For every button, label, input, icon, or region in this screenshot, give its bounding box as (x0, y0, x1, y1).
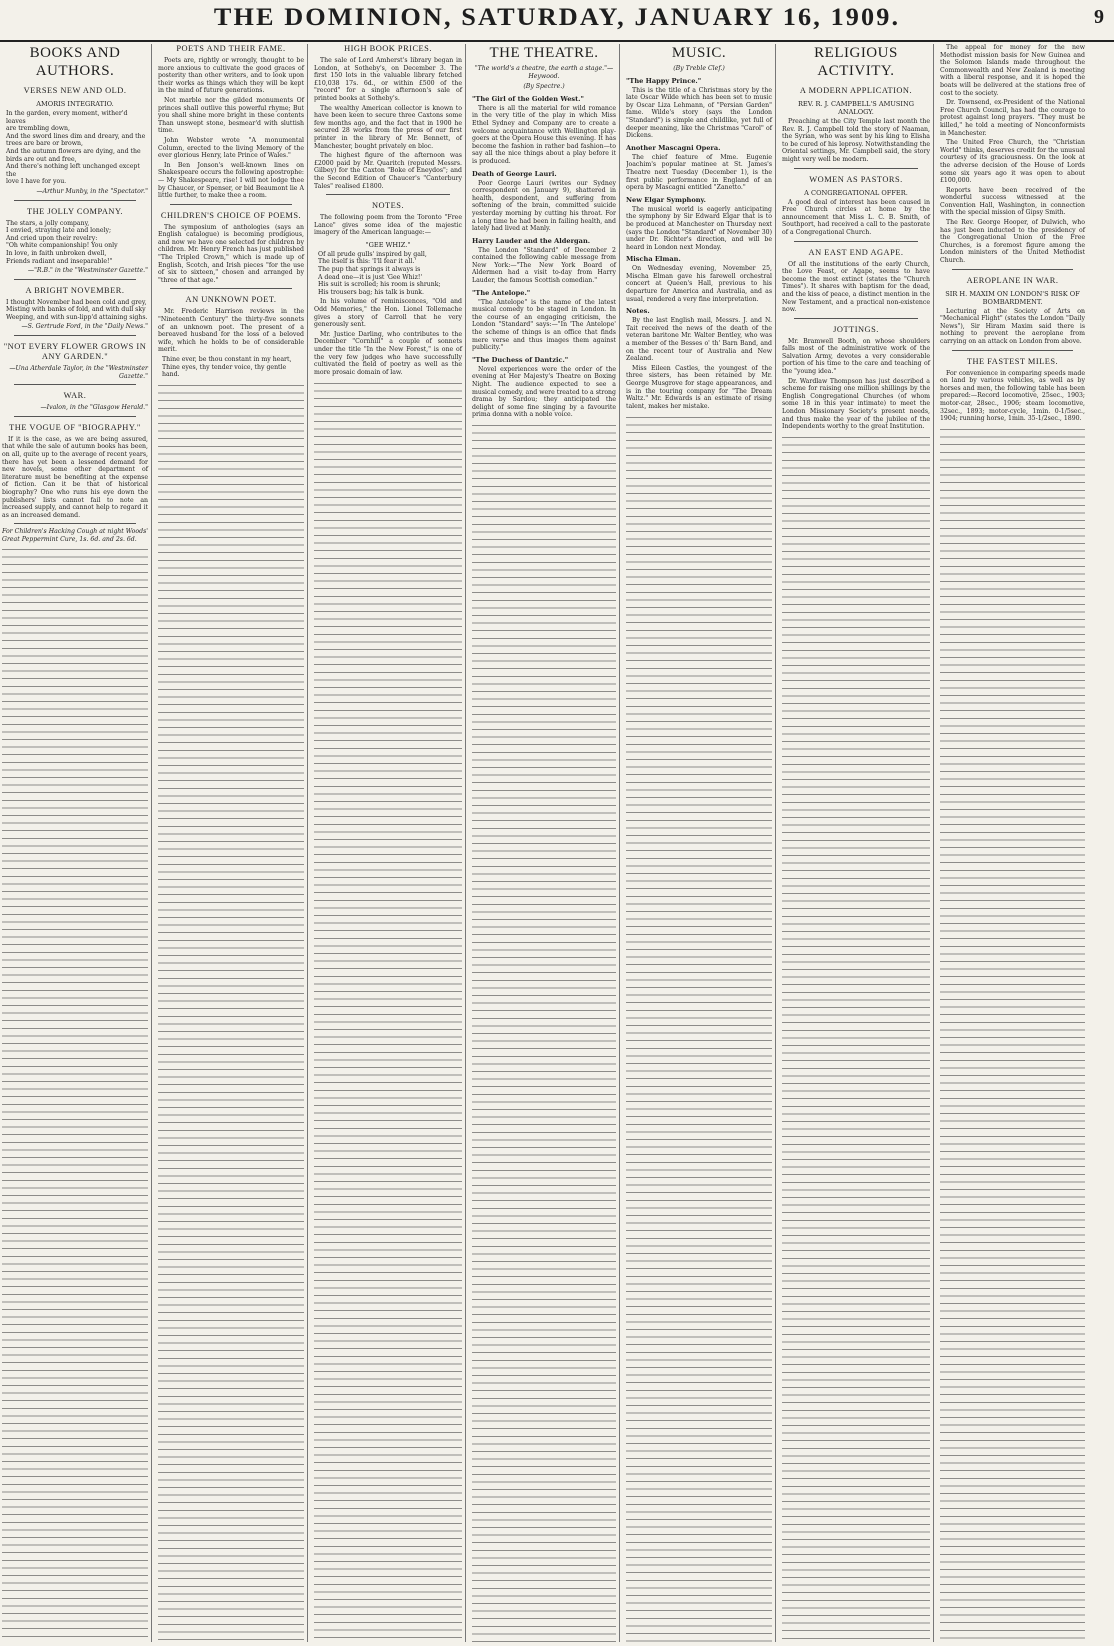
article-text: Lecturing at the Society of Arts on "Mechanical Flight" (states the London "Daily News"), Sir Hiram Maxim said there is nothing to prevent the aeroplane from carrying on an attack on London from above. (940, 307, 1085, 345)
byline: (By Treble Clef.) (673, 65, 725, 72)
article-text: The chief feature of Mme. Eugenie Joachim's popular matinee at St. James's Theatre next Tuesday (December 1), is the first public performance in England of an opera by Mascagni entitled "Zanetto." (626, 153, 772, 192)
divider (326, 194, 450, 195)
article-text: This is the title of a Christmas story by the late Oscar Wilde which has been set to music by Oscar Liza Lehmann, of "Persian Garden" fame. Wilde's story (says the London "Standard") is simple and childlike, yet full of deeper meaning, like the Christmas "Carol" of Dickens. (626, 86, 772, 140)
text-filler (626, 417, 772, 1642)
article-text: Poets are, rightly or wrongly, thought to be more anxious to cultivate the good graces of posterity than other writers, and to look upon their works as things which they will be kept in the mind of future generations. (158, 57, 304, 95)
article-text: Preaching at the City Temple last month the Rev. R. J. Campbell told the story of Naaman, the Syrian, who was sent by his king to Elisha to be cured of his leprosy. Notwithstanding the Oriental settings, Mr. Campbell said, the story might very well be modern. (782, 118, 930, 163)
article-text: The appeal for money for the new Methodist mission basis for New Guinea and the Solomon Islands made throughout the Commonwealth and New Zealand is meeting with a liberal response, and it is hoped the boats will be delivered at the stations free of cost to the society. (940, 44, 1085, 97)
masthead (0, 0, 1114, 42)
text-filler (2, 549, 148, 1642)
article-title: THE FASTEST MILES. (966, 356, 1059, 366)
article-title: "The Happy Prince." (626, 76, 702, 85)
poem-title: WAR. (63, 391, 87, 401)
divider (14, 279, 136, 280)
divider (170, 288, 292, 289)
poem-text: Of all prude gulls' inspired by gall, The itself is this: 'I'll fear it all.' The pup that springs it always is A dead one—it is just 'Gee Whiz!' His suit is scrolled; his room is shrunk; His trousers bag; his talk is bunk. (318, 250, 441, 296)
divider (952, 269, 1073, 270)
column-high-book-prices (314, 44, 466, 1642)
section-heading: RELIGIOUS ACTIVITY. (814, 45, 898, 79)
article-title: Mischa Elman. (626, 255, 681, 264)
divider (14, 335, 136, 336)
article-text: If it is the case, as we are being assured, that while the sale of autumn books has been, on all, quite up to the average of recent years, there has yet been a lessened demand for new novels, some other department of literature must be benefiting at the expense of fiction. Can it be that of historical biography? One who runs his eye down the publishers' lists cannot fail to note an increased supply, and cannot help to regard it as an increased demand. (2, 435, 148, 519)
article-text: Mr. Justice Darling, who contributes to the December "Cornhill" a couple of sonnets under the title "In the New Forest," is one of the very few judges who have successfully cultivated the field of poetry as well as the more prosaic domain of law. (314, 330, 462, 376)
divider (14, 523, 136, 524)
article-title: POETS AND THEIR FAME. (176, 44, 286, 53)
divider (952, 350, 1073, 351)
article-text: The sale of Lord Amherst's library began in London, at Sotheby's, on December 3. The first 150 lots in the valuable library fetched £10,038 17s. 6d., or within £500 of the "record" for a single afternoon's sale of printed books at Sotheby's. (314, 57, 462, 102)
article-title: "The Duchess of Dantzic." (472, 355, 569, 364)
poem-title: "GEE WHIZ." (365, 240, 411, 249)
article-text: In Ben Jonson's well-known lines on Shakespeare occurs the following apostrophe:— My Shakespeare, rise! I will not lodge thee by Chaucer, or Spenser, or bid Beaumont lie A little further, to make thee a room. (158, 161, 304, 200)
column-religious-activity (782, 44, 934, 1642)
article-text: The Rev. George Hooper, of Dulwich, who has just been inducted to the presidency of the Congregational Union of the Free Churches, is a foremost figure among the London ministers of the United Methodist Church. (940, 219, 1085, 265)
article-text: The London "Standard" of December 2 contained the following cable message from New York:—"The New York Board of Aldermen had a visit to-day from Harry Lauder, the famous Scottish comedian." (472, 246, 616, 285)
column-music (626, 44, 776, 1642)
section-heading: MUSIC. (671, 45, 727, 61)
text-filler (158, 385, 304, 1642)
article-title: "The Antelope." (472, 288, 531, 297)
article-text: By the last English mail, Messrs. J. and N. Tait received the news of the death of the veteran baritone Mr. Walter Bentley, who was a member of the Besses o' th' Barn Band, and on the recent tour of Australia and New Zealand. (626, 317, 772, 363)
divider (14, 200, 136, 201)
article-title: JOTTINGS. (833, 324, 879, 334)
article-text: Miss Eileen Castles, the youngest of the three sisters, has been retained by Mr. George Musgrove for stage appearances, and is in the touring company for "The Dream Waltz." Mr. Edwards is an estimate of rising talent, makes her mistake. (626, 364, 772, 410)
poem-credit: —S. Gertrude Ford, in the "Daily News." (21, 323, 148, 331)
article-text: "The Antelope" is the name of the latest musical comedy to be staged in London. In the course of an engaging criticism, the London "Standard" says:—"In 'The Antelope' the scheme of things is an office that finds mere verse and thus images them against publicity." (472, 298, 616, 352)
article-text: On Wednesday evening, November 25, Mischa Elman gave his farewell orchestral concert at Queen's Hall, previous to his departure for America and Australia, and as usual, rendered a very fine interpretation. (626, 265, 772, 303)
article-title: Notes. (626, 307, 650, 316)
article-title: CHILDREN'S CHOICE OF POEMS. (160, 210, 302, 220)
column-poets-and-their-fame (158, 44, 308, 1642)
article-text: The symposium of anthologies (says an English catalogue) is becoming prodigious, and now we have one selected for children by children. Mr. Henry French has just published "The Tripled Crown," which is made up of English, Scotch, and Irish pieces "for the use of six to sixteen," chosen and arranged by "three of that age." (158, 223, 304, 284)
article-title: THE VOGUE OF "BIOGRAPHY." (9, 422, 141, 432)
article-title: New Elgar Symphony. (626, 195, 706, 204)
divider (794, 168, 918, 169)
poem-credit: —Arthur Munby, in the "Spectator." (36, 187, 148, 195)
article-text: Poor George Lauri (writes our Sydney correspondent on January 9), shattered in health, despondent, and suffering from softening of the brain, committed suicide yesterday morning by cutting his throat. For a long time he had been in failing health, and lately had lived at Manly. (472, 179, 616, 233)
article-title: "The Girl of the Golden West." (472, 94, 584, 103)
article-text: The following poem from the Toronto "Free Lance" gives some idea of the majestic imagery of the American language:— (314, 214, 462, 237)
article-title: A MODERN APPLICATION. (799, 86, 913, 95)
article-title: WOMEN AS PASTORS. (809, 174, 903, 184)
page-number: 9 (1094, 6, 1104, 28)
article-text: Dr. Wardlaw Thompson has just described a scheme for raising one million shillings by the English Congregational Churches (of whom some 18 in this year intimate) to meet the London Missionary Society's present needs, and thus make the year of the jubilee of the Independents worthy to the great Institution. (782, 377, 930, 431)
article-title: HIGH BOOK PRICES. (344, 44, 432, 53)
poem-text: In the garden, every moment, wither'd leaves are trembling down, And the sword lines dim and dreary, and the trees are bare or brown, And the autumn flowers are dying, and the birds are out and free, And there's nothing left unchanged except the love I have for you. (6, 110, 146, 186)
article-text: Of all the institutions of the early Church, the Love Feast, or Agape, seems to have become the most extinct (states the "Church Times"). It shares with baptism for the dead, and the kiss of peace, a distinct mention in the New Testament, and a practical non-existence now. (782, 260, 930, 314)
article-text: Mr. Bramwell Booth, on whose shoulders falls most of the administrative work of the Salvation Army, devotes a very considerable portion of his time to the care and teaching of the "young idea." (782, 337, 930, 376)
article-text: The United Free Church, the "Christian World" thinks, deserves credit for the unusual courtesy of its graciousness. On the look at the adverse decision of the House of Lords some six years ago it was open to about £100,000. (940, 139, 1085, 185)
poem-title: AMORIS INTEGRATIO. (36, 100, 114, 108)
article-title: VERSES NEW AND OLD. (23, 86, 127, 95)
columns (2, 44, 1110, 1642)
epigraph: "The world's a theatre, the earth a stage."—Heywood. (474, 65, 614, 80)
poem-text: I thought November had been cold and grey, Misting with banks of fold, and with dull sky Weeping, and with sun-lipp'd attaining sighs. (6, 298, 148, 321)
article-text: Dr. Townsend, ex-President of the National Free Church Council, has had the courage to protest against long prayers. "They must be killed," he told a meeting of Nonconformists in Manchester. (940, 99, 1085, 137)
article-title: AN UNKNOWN POET. (185, 295, 277, 305)
article-title: Another Mascagni Opera. (626, 143, 721, 152)
article-subtitle: REV. R. J. CAMPBELL'S AMUSING ANALOGY. (797, 100, 915, 116)
article-text: Not marble nor the gilded monuments Of princes shall outlive this powerful rhyme; But you shall shine more bright in these contents Than unswept stone, besmear'd with sluttish time. (158, 96, 304, 135)
text-filler (314, 383, 462, 1642)
article-title: Death of George Lauri. (472, 169, 557, 178)
article-text: In his volume of reminiscences, "Old and Odd Memories," the Hon. Lionel Tollemache gives a story of Carroll that he very generously sent. (314, 298, 462, 329)
divider (14, 416, 136, 417)
article-text: The musical world is eagerly anticipating the symphony by Sir Edward Elgar that is to be produced at Manchester on Thursday next (says the London "Standard" of November 30) under Dr. Richter's direction, and will be heard in London next Monday. (626, 205, 772, 251)
divider (794, 241, 918, 242)
masthead-title: THE DOMINION, SATURDAY, JANUARY 16, 1909. (213, 4, 901, 31)
advertisement: For Children's Hacking Cough at night Woods' Great Peppermint Cure, 1s. 6d. and 2s. 6d. (2, 528, 148, 543)
article-text: The highest figure of the afternoon was £2000 paid by Mr. Quaritch (reputed Messrs. Gilbey) for the Caxton "Boke of Eneydos"; and the Second Edition of Chaucer's "Canterbury Tales" realised £1800. (314, 152, 462, 190)
divider (14, 384, 136, 385)
poem-title: THE JOLLY COMPANY. (26, 206, 124, 216)
article-text: Reports have been received of the wonderful success witnessed at the Convention Hall, Washington, in connection with the special mission of Gipsy Smith. (940, 186, 1085, 217)
article-title: AEROPLANE IN WAR. (966, 275, 1059, 285)
section-heading: BOOKS AND AUTHORS. (29, 45, 121, 79)
byline: (By Spectre.) (523, 83, 565, 91)
article-text: Novel experiences were the order of the evening at Her Majesty's Theatre on Boxing Night. The audience expected to see a musical comedy, and were treated to a strong drama by Sardou; they anticipated the delight of some fine singing by a favourite prima donna with a noble voice. (472, 365, 616, 419)
poem-text: Thine ever, be thou constant in my heart, Thine eyes, thy tender voice, thy gentle hand. (162, 356, 292, 379)
poem-title: A BRIGHT NOVEMBER. (25, 285, 125, 295)
article-text: The wealthy American collector is known to have been keen to secure three Caxtons some few months ago, and the fact that in 1900 he secured 28 works from the press of our first printer in the library of Mr. Bennett, of Manchester, bought privately en bloc. (314, 104, 462, 150)
article-title: NOTES. (371, 201, 405, 211)
divider (170, 204, 292, 205)
poem-text: The stars, a jolly company, I envied, straying late and lonely; And cried upon their revelry: "Oh white companionship! You only In love, in faith unbroken dwell, Friends radiant and inseparable!" (6, 219, 118, 265)
article-text: A good deal of interest has been caused in Free Church circles at home by the announcement that Miss L. C. B. Smith, of Southport, had received a call to the pastorate of a Congregational Church. (782, 198, 930, 236)
poem-credit: —Una Atherdale Taylor, in the "Westminster Gazette." (9, 365, 148, 380)
column-church-notes-and-aeroplanes (940, 44, 1088, 1642)
column-books-and-authors (2, 44, 152, 1642)
text-filler (472, 425, 616, 1642)
article-title: Harry Lauder and the Aldergan. (472, 236, 591, 245)
poem-credit: —"R.B." in the "Westminster Gazette." (27, 267, 148, 275)
text-filler (940, 429, 1085, 1642)
article-text: For convenience in comparing speeds made on land by various vehicles, as well as by horses and men, the following table has been prepared:—Record locomotive, 25sec., 1903; motor-car, 28sec., 1906; steam locomotive, 32sec., 1893; motor-cycle, 1min. 0-1/5sec., 1904; running horse, 1min. 35-1/2sec., 1890. (940, 369, 1085, 423)
poem-title: "NOT EVERY FLOWER GROWS IN ANY GARDEN." (3, 342, 147, 362)
article-text: There is all the material for wild romance in the very title of the play in which Miss Ethel Sydney and Company are to create a welcome acquaintance with Wellington play-goers at the Opera House this evening. It has become the fashion in rather bad fashion—to say all the nice things about a play before it is produced. (472, 104, 616, 165)
column-the-theatre (472, 44, 620, 1642)
article-text: John Webster wrote "A monumental Column, erected to the living Memory of the ever glorious Henry, late Prince of Wales." (158, 136, 304, 160)
article-subtitle: SIR H. MAXIM ON LONDON'S RISK OF BOMBARDMENT. (945, 289, 1080, 306)
article-subtitle: A CONGREGATIONAL OFFER. (804, 188, 908, 197)
article-title: AN EAST END AGAPE. (808, 247, 904, 257)
article-text: Mr. Frederic Harrison reviews in the "Nineteenth Century" the thirty-five sonnets of an unknown poet. The present of a bereaved husband for the loss of a beloved wife, which he holds to be of considerable merit. (158, 308, 304, 354)
text-filler (782, 437, 930, 1642)
poem-credit: —Ivalon, in the "Glasgow Herald." (40, 404, 148, 412)
section-heading: THE THEATRE. (489, 45, 599, 61)
divider (794, 318, 918, 319)
